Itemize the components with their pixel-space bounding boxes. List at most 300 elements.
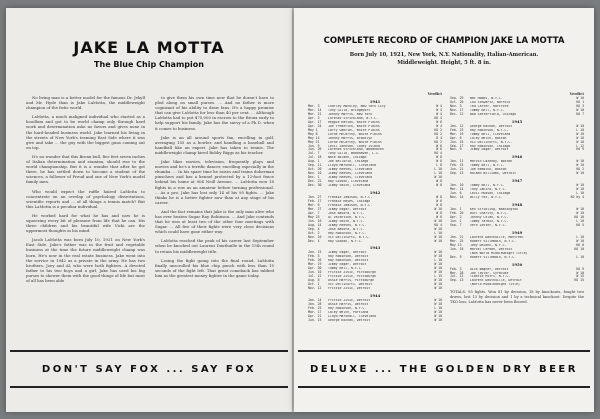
fight-verdict: W 10: [434, 266, 442, 271]
record-column: [308, 92, 442, 342]
fight-opponent: Marcel Cerdan, Detroit: [470, 247, 513, 251]
fight-verdict: W 6: [436, 147, 442, 152]
fight-verdict: W 10: [434, 226, 442, 231]
fight-verdict: W 10: [434, 175, 442, 180]
fight-date: Sep. 17: [450, 143, 464, 148]
fight-verdict: W 10: [576, 183, 584, 188]
fight-opponent: Fritzie Zivic, Pittsburgh: [328, 275, 376, 279]
fight-date: Jan. 11: [450, 159, 464, 164]
fight-opponent: Dick Wagner, Detroit: [470, 267, 509, 271]
fight-opponent: Ray Robinson, Detroit: [328, 259, 369, 263]
fight-date: Jun. 16: [308, 218, 322, 223]
fight-date: Feb. 23: [450, 127, 464, 132]
fight-date: Apr. 30: [308, 266, 322, 271]
fight-verdict: W 4: [436, 123, 442, 128]
fight-date: Nov. 3: [450, 103, 462, 108]
fight-date: Oct. 2: [308, 230, 320, 235]
fight-opponent: Lorenzo Strickland, Woodhaven: [328, 148, 384, 152]
article-subtitle: The Blue Chip Champion: [94, 60, 204, 69]
fight-row: [450, 256, 584, 260]
record-year-heading: 1941: [369, 99, 381, 104]
fight-opponent: Coley Welch, Boston: [470, 136, 507, 140]
fight-opponent: Laurent Dauthuille, Montreal: [470, 235, 524, 239]
fight-opponent: Tommy Bell, Cleveland: [470, 132, 511, 136]
fight-opponent: Jose Basora, N.Y.C.: [328, 227, 365, 231]
article-column-1: [26, 95, 145, 330]
fight-date: Mar. 19: [308, 262, 322, 267]
fight-verdict: W 10: [434, 301, 442, 306]
fight-opponent: Lou Schwartz, Norfolk: [470, 100, 511, 104]
fight-verdict: W 10: [434, 206, 442, 211]
fight-date: Feb. 17: [308, 198, 322, 203]
article-column-2: [155, 95, 274, 330]
fight-date: Sep. 13: [450, 171, 464, 176]
fight-opponent: (World Middleweight Title): [470, 283, 520, 287]
fight-opponent: Ossie Harris, Detroit: [328, 302, 369, 306]
fight-opponent: Cecil Johnson, Coney Island: [328, 144, 380, 148]
fight-opponent: Ray Robinson, Chicago: [470, 144, 511, 148]
fight-date: Jun. 10: [308, 270, 322, 275]
fight-opponent: Joe Reddick, Boston: [470, 168, 507, 172]
fight-verdict: KO 5: [576, 222, 584, 227]
fight-opponent: Ken Stribling, Washington: [470, 208, 518, 212]
fight-opponent: Tony Janiro, N.Y.C.: [470, 188, 507, 192]
fight-date: May 8: [308, 131, 318, 136]
fight-opponent: Vern Lester, N.Y.C.: [470, 223, 507, 227]
left-page: [6, 8, 292, 412]
fight-date: Jan. 28: [308, 301, 322, 306]
fight-opponent: Fritzie Zivic, Detroit: [328, 298, 371, 302]
record-year-heading: 1943: [369, 245, 381, 251]
fight-opponent: Tony Gillo, Woodhaven, L.I.: [328, 152, 380, 156]
fight-row: [450, 148, 584, 152]
record-column: [450, 92, 584, 342]
fight-opponent: Robert Villemain, N.Y.C.: [470, 255, 517, 259]
fight-date: Mar. 27: [308, 206, 322, 211]
fight-opponent: George Kochan, Detroit: [328, 318, 371, 322]
fight-date: Jun. 21: [450, 167, 464, 172]
fight-date: Dec. 1: [308, 175, 320, 180]
fight-date: Dec. 30: [308, 183, 322, 188]
fight-verdict: L 10: [576, 218, 584, 223]
record-totals: TOTALS: 95 fights. Won 81 by decision, 18 by knockouts, fought two draws, lost 13 by decision and 1 by a technical knockout. Despite the TKO loss, LaMotta has never been floored.: [450, 290, 584, 304]
fight-verdict: KO 2: [576, 167, 584, 172]
fight-opponent: Charley Mackley, New York City: [328, 105, 386, 108]
fight-date: [450, 283, 470, 287]
fight-verdict: W 6: [436, 198, 442, 203]
fight-opponent: Jose Basora, N.Y.C.: [328, 211, 365, 215]
fight-date: Aug. 1: [308, 159, 320, 164]
fight-opponent: Nat Hobbs, N.Y.C.: [470, 97, 503, 100]
fight-date: Jan. 14: [308, 297, 322, 302]
fight-date: Nov. 10: [308, 171, 322, 176]
fight-verdict: W 4: [436, 104, 442, 108]
fight-row: [308, 240, 442, 244]
fight-opponent: Jimmy Edgar, Detroit: [328, 207, 367, 211]
fight-verdict: KO 9: [576, 147, 584, 152]
fight-verdict: W 8: [436, 183, 442, 188]
fight-verdict: W 10: [576, 163, 584, 168]
fight-date: Jan. 10: [450, 183, 464, 188]
fight-opponent: Jimmy Reeves, Cleveland: [328, 176, 373, 180]
fight-date: Mar. 14: [450, 187, 464, 192]
fight-verdict: KO 2: [434, 139, 442, 144]
fight-date: Mar. 14: [308, 107, 322, 112]
fight-row: [450, 196, 584, 200]
record-year-heading: 1944: [369, 292, 381, 298]
article-body: [26, 95, 274, 330]
fight-opponent: Ray Robinson, N.Y.C.: [470, 128, 509, 132]
fight-date: May 13: [450, 242, 462, 247]
fight-date: Jan. 12: [450, 123, 464, 128]
record-year-heading: 1949: [511, 229, 523, 235]
fight-date: Apr. 2: [450, 214, 462, 219]
fight-date: Feb. 15: [450, 163, 464, 168]
fight-date: Mar. 25: [450, 238, 464, 243]
fight-verdict: L 10: [576, 191, 584, 196]
fight-verdict: W 10: [434, 254, 442, 259]
fight-date: Mar. 6: [308, 202, 320, 207]
verdict-header: Verdict: [569, 92, 584, 96]
fight-date: Aug. 6: [308, 278, 320, 283]
fox-ad-banner: DON'T SAY FOX ... SAY FOX: [10, 350, 288, 388]
fight-date: Apr. 17: [308, 119, 322, 124]
fight-verdict: KO 10: [574, 214, 584, 219]
fight-verdict: W 6: [436, 143, 442, 148]
article-paragraph: It's no wonder that this Bronx bull, five feet seven inches of Italian determination and stamina, should rise to the world championship. But it is a wonder that after he got there, he has settled down to become a student of the sciences, a follower of Freud and one of New York's model family men.: [26, 153, 145, 185]
height-line: Middleweight. Height, 5 ft. 8 in.: [397, 60, 491, 66]
fight-opponent: Ray Gibson, Cleveland: [328, 180, 369, 184]
fight-verdict: W 4: [436, 111, 442, 116]
fight-date: Sep. 4: [308, 226, 320, 231]
fight-date: Oct. 20: [450, 99, 464, 104]
deluxe-beer-ad-banner: DELUXE ... THE GOLDEN DRY BEER: [298, 350, 590, 388]
fight-opponent: Robert Villemain, N.Y.C.: [470, 239, 517, 243]
fight-opponent: Laurent Dauthuille, Detroit: [470, 279, 522, 283]
article-paragraph: Jake likes movies, television, frequently plays and movies and he's a terrific dancer, excelling especially in the rhumba. ... In his spare time he raises and trains doberman pinschers and has a kennel protected by a 12-foot fence behind his home at 904 Neill Avenue. ... LaMotta won 18 fights in a row as an amateur before turning professional. ... As a pro, Jake has lost only 14 of his 95 fights. ... Jake thinks he is a better fighter now than at any stage of his career.: [155, 159, 274, 205]
fight-opponent: Tiberio Mitri, N.Y.C.: [470, 275, 511, 279]
fight-opponent: Ted Carter, Hartford: [470, 104, 509, 108]
fight-verdict: W 10: [434, 262, 442, 267]
fight-verdict: W 4: [436, 107, 442, 112]
fight-verdict: L 10: [434, 305, 442, 310]
fight-opponent: Lorne McCarthy, White Plains: [328, 140, 382, 144]
fight-date: Nov. 10: [308, 234, 322, 239]
fight-opponent: (Won World Middleweight Title): [470, 251, 528, 255]
fight-opponent: Lloyd Marshall, Cleveland: [328, 314, 376, 318]
fight-date: Feb. 3: [450, 266, 462, 271]
fight-date: Dec. 22: [308, 179, 322, 184]
fight-opponent: Lloyd Marshall, Cleveland: [328, 164, 376, 168]
fight-verdict: W 10: [434, 297, 442, 302]
fight-verdict: W 10: [434, 250, 442, 255]
fight-opponent: Joey DeJohn, N.Y.C.: [470, 243, 507, 247]
fight-verdict: W 10: [434, 238, 442, 243]
fight-date: Jun. 5: [308, 143, 320, 148]
fight-verdict: KO 4: [434, 222, 442, 227]
fight-opponent: Tommy Bell, N.Y.C.: [328, 267, 363, 271]
fight-verdict: KO 15: [574, 278, 584, 283]
fight-verdict: W 10: [434, 313, 442, 318]
fight-verdict: L 10: [576, 234, 584, 239]
fight-row: [450, 113, 584, 117]
fight-opponent: Holman Williams, Detroit: [470, 172, 517, 176]
record-year-heading: 1942: [369, 190, 381, 196]
fight-verdict: W 6: [436, 119, 442, 124]
fight-date: Jun. 16: [450, 246, 464, 251]
fight-verdict: L 10: [434, 171, 442, 176]
fight-verdict: W 10: [434, 309, 442, 314]
fight-date: Apr. 3: [308, 115, 320, 120]
article-paragraph: He worked hard for what he has and now he is squeezing every bit of pleasure from life that he can. His three children and his beautiful wife Vicki are the uppermost thoughts in his mind.: [26, 212, 145, 234]
fight-date: Apr. 21: [308, 313, 322, 318]
fight-opponent: Tommy Yarosz, N.Y.C.: [470, 219, 509, 223]
fight-verdict: W 10: [576, 159, 584, 164]
fight-date: Sep. 11: [308, 163, 322, 168]
fight-date: Jun. 6: [450, 191, 462, 196]
fight-opponent: Jimmy Reeves, Cleveland: [328, 172, 373, 176]
fight-opponent: Vic Dellicurti, Detroit: [328, 283, 373, 287]
fight-verdict: W 8: [436, 159, 442, 164]
fight-opponent: Frankie Jamison, N.Y.C.: [328, 203, 373, 207]
record-year-heading: 1945: [511, 118, 523, 124]
fight-opponent: Al Valentine, N.Y.C.: [328, 215, 367, 219]
article-paragraph: Who would expect the ruffle haired LaMotta to concentrate on an overlap of psychology dissertations, scientific reports and ... of all things a tennis match? But this LaMotta is a peculiar individual.: [26, 188, 145, 209]
fight-date: Dec. 9: [450, 254, 462, 259]
fight-opponent: Fritzie Zivic, Detroit: [328, 287, 371, 291]
fight-date: Feb. 26: [308, 258, 322, 263]
fight-verdict: KO 7: [576, 111, 584, 116]
article-paragraph: LaMotta, a much maligned individual who started as a hoodlum and got to be world champ only through hard work and determination asks no favors and gives none in the hard-headed business world. Jake learned his living in the streets of New York's teeming East Side where it was give and take ... the guy with the biggest guns coming out on top.: [26, 114, 145, 150]
fight-verdict: KO 1: [576, 99, 584, 104]
fight-date: Apr. 7: [308, 210, 320, 215]
fight-date: Jun. 1: [450, 218, 462, 223]
article-title: JAKE LA MOTTA: [73, 38, 225, 57]
fight-verdict: W 10: [576, 187, 584, 192]
fight-verdict: W 10: [434, 270, 442, 275]
fight-verdict: L 10: [576, 127, 584, 132]
fight-date: Jul. 18: [308, 155, 322, 160]
fight-opponent: Lorenzo Strickland, N.Y.C.: [328, 116, 378, 120]
fight-date: Jan. 21: [450, 234, 464, 239]
fight-opponent: Jimmy Smith, Cleveland: [328, 184, 371, 188]
fight-opponent: Bob Satterfield, Chicago: [470, 112, 517, 116]
fight-date: Nov. 14: [450, 195, 464, 200]
record-year-heading: 1947: [511, 178, 523, 184]
article-paragraph: Jacob LaMotta was born July 10, 1921 on New York's East Side. Jake's father was in the fruit and vegetable business at the time the future middleweight champ was born. He's now in the real estate business. Jake went into the service in 1942 as a private in the army. He has two brothers, Joey and Al, who were both fighters. A devoted father to his two boys and a girl, Jake has used his big purses to shower them with the good things of life but most of all has been able: [26, 237, 145, 283]
fight-verdict: KO 2: [434, 131, 442, 136]
right-page: [294, 8, 594, 412]
fight-opponent: Cecil Hudson, Chicago: [470, 192, 511, 196]
fight-verdict: W 8: [436, 155, 442, 160]
fight-record: [308, 92, 584, 342]
fight-opponent: Vic Dellicurti, N.Y.C.: [328, 235, 371, 239]
article-paragraph: to give them his own time now that he doesn't have to plod along on small purses. ... And no father is more cognizant of his ability to draw fans. It's a happy promise that can give LaMotta for less than 40 per cent. ... Although LaMotta had to put $75,000 in escrow to the Bronx early to help support his family. Jake has the savvy of a Ph.D. when it comes to business.: [155, 95, 274, 131]
fight-date: Sep. 7: [450, 222, 462, 227]
fight-verdict: W 10: [434, 234, 442, 239]
fight-date: Dec. 4: [308, 238, 320, 243]
fight-date: Apr. 24: [308, 123, 322, 128]
fight-date: Jun. 15: [450, 139, 464, 144]
fight-verdict: L 15: [434, 274, 442, 279]
fight-date: Jul. 12: [450, 274, 464, 279]
fight-opponent: Larry Gabriel, White Plains: [328, 128, 380, 132]
fight-opponent: Fritzie Zivic, Pittsburgh: [328, 271, 376, 275]
fight-verdict: W 10: [434, 286, 442, 291]
fight-opponent: Jimmy Edgar, Detroit: [328, 251, 367, 255]
fight-opponent: Joe Taylor, Syracuse: [470, 271, 509, 275]
article-paragraph: No living man is a better model for the famous Dr. Jekyll and Mr. Hyde than is Jake LaMotta, the middleweight champion of the fistic world.: [26, 95, 145, 111]
fight-opponent: Jimmy Reeves, N.Y.C.: [328, 223, 367, 227]
fight-opponent: Lorne McCarthy, White Plains: [328, 132, 382, 136]
fight-opponent: Jimmy Edgar, Detroit: [328, 263, 367, 267]
fight-date: Aug. 14: [308, 222, 322, 227]
fight-verdict: KO 2: [434, 127, 442, 132]
fight-verdict: D 4: [436, 135, 442, 140]
fight-verdict: L 10: [576, 254, 584, 259]
fight-verdict: W 10: [576, 270, 584, 275]
fight-verdict: KO by 4: [570, 195, 584, 200]
fight-verdict: L 12: [576, 143, 584, 148]
fight-date: Sep. 29: [450, 96, 464, 100]
fight-verdict: W 10: [576, 135, 584, 140]
fight-opponent: Ray Robinson, N.Y.C.: [328, 306, 367, 310]
fight-opponent: Jimmy Reeves, Cleveland: [328, 168, 373, 172]
fight-verdict: W 15: [576, 274, 584, 279]
article-paragraph: Jake is an all around sports fan, excelling in golf, averaging 155 as a bowler, and handling a baseball and handball like an expert. Jake has taken to tennis. The middleweight champ hired Bobby Riggs as his teacher.: [155, 134, 274, 155]
fight-verdict: KO 4: [434, 151, 442, 156]
fight-verdict: KO 9: [576, 266, 584, 271]
fight-opponent: Coley Welch, Portland: [328, 310, 369, 314]
fight-opponent: Jimmy Edgar, Detroit: [470, 148, 509, 152]
record-year-heading: 1946: [511, 154, 523, 160]
fight-verdict: W 10: [576, 131, 584, 136]
fight-verdict: L 8: [436, 163, 442, 168]
fight-opponent: Johnny Morris, New York: [328, 112, 373, 116]
fight-opponent: Joe Bellorin, Chicago: [328, 160, 369, 164]
fight-date: Nov. 17: [450, 107, 464, 112]
fight-date: Apr. 6: [450, 135, 462, 140]
fight-opponent: Frankie Jamison, N.Y.C.: [328, 196, 373, 200]
fight-opponent: Ray Robinson, Detroit: [328, 255, 369, 259]
fight-verdict: W 10: [434, 278, 442, 283]
fight-date: Sep. 13: [450, 278, 464, 283]
fight-verdict: L 10: [434, 258, 442, 263]
fight-verdict: [570, 283, 584, 287]
fight-date: Jul. 7: [308, 151, 320, 156]
fight-verdict: W 10: [576, 238, 584, 243]
fight-verdict: W 10: [576, 107, 584, 112]
fight-date: Mar. 28: [450, 270, 464, 275]
fight-opponent: George Kochan, Detroit: [470, 124, 513, 128]
birth-info: [294, 51, 594, 67]
fight-row: [450, 172, 584, 176]
fight-verdict: W 8: [436, 179, 442, 184]
fight-opponent: Tommy Bell, N.Y.C.: [470, 108, 505, 112]
fight-verdict: W 10: [576, 211, 584, 216]
fight-verdict: KO 4: [434, 115, 442, 120]
fight-verdict: W 8: [436, 210, 442, 215]
record-year-heading: 1948: [511, 202, 523, 208]
fight-date: Oct. 20: [308, 167, 322, 172]
fight-date: Mar. 3: [308, 104, 320, 108]
article-paragraph: Losing the fight going into the final round, LaMotta finally unscrolled his blue chip punch with less than 15 seconds of the fight left. That great comeback has tabbed him as the greatest money fighter in the game today.: [155, 257, 274, 278]
fight-date: Feb. 5: [308, 254, 320, 259]
fight-date: Jul. 12: [308, 274, 322, 279]
fight-verdict: W 10: [576, 171, 584, 176]
fight-date: Feb. 20: [450, 211, 464, 216]
fight-date: Jan. 27: [308, 195, 322, 200]
fight-date: May 25: [308, 214, 320, 219]
fight-row: [308, 184, 442, 188]
fight-opponent: Burl Charity, N.Y.C.: [470, 212, 509, 216]
fight-row: [450, 283, 584, 287]
fight-date: Jun. 26: [308, 147, 322, 152]
fight-date: May 14: [308, 135, 320, 140]
fight-date: Jan. 1: [450, 207, 462, 212]
record-title: COMPLETE RECORD OF CHAMPION JAKE LA MOTTA: [323, 36, 565, 46]
fight-date: Dec. 12: [450, 111, 464, 116]
fight-opponent: Vic Dellicurti, N.Y.C.: [470, 140, 513, 144]
fight-opponent: Johnny Colan, N.Y.C.: [470, 215, 509, 219]
fight-verdict: W 10: [434, 218, 442, 223]
fight-verdict: W 10: [576, 139, 584, 144]
fight-opponent: Frankie Hayes, Chicago: [328, 199, 371, 203]
fight-opponent: Joe Frederick, White Plains: [328, 124, 380, 128]
fight-date: Mar. 19: [450, 131, 464, 136]
fight-verdict: W 10: [576, 123, 584, 128]
fight-opponent: Billy Fox, N.Y.C.: [470, 196, 503, 200]
fight-verdict: W 10: [434, 317, 442, 322]
fight-row: [308, 319, 442, 323]
fight-date: Mar. 17: [308, 309, 322, 314]
fight-verdict: W 8: [436, 202, 442, 207]
fight-verdict: KO 10: [574, 246, 584, 251]
fight-verdict: W 8: [436, 195, 442, 200]
fight-opponent: Ray Gibson, N.Y.C.: [328, 239, 363, 243]
fight-verdict: W 10: [434, 282, 442, 287]
fight-opponent: Tony Gillo, Bridgeport: [328, 108, 371, 112]
fight-verdict: L 10: [434, 230, 442, 235]
article-paragraph: LaMotta reached the peak of his career last September when he knocked out Laurent Dauthuille in the 15th round to retain his middleweight title.: [155, 238, 274, 254]
fight-verdict: L 10: [434, 167, 442, 172]
fight-opponent: Tommy Bell, N.Y.C.: [470, 184, 505, 188]
fight-verdict: W 10: [576, 207, 584, 212]
fight-row: [450, 224, 584, 228]
fight-date: Jan. 15: [308, 250, 322, 255]
fight-date: Oct. 1: [308, 282, 320, 287]
fight-row: [308, 287, 442, 291]
record-year-heading: 1950: [511, 261, 523, 267]
fight-opponent: Reggie Hatton, White Plains: [328, 120, 380, 124]
fight-opponent: Marvin Lazenby, Boston: [470, 160, 513, 164]
birth-line: Born July 10, 1921, New York, N.Y. Nationality, Italian-American.: [349, 52, 539, 58]
fight-verdict: W 10: [576, 96, 584, 100]
fight-verdict: KO 8: [576, 242, 584, 247]
fight-date: Nov. 12: [308, 286, 322, 291]
fight-date: Mar. 21: [308, 111, 322, 116]
fight-opponent: Nate Bolden, Chicago: [328, 156, 367, 160]
verdict-header: Verdict: [427, 92, 442, 96]
fight-opponent: Jimmy Smith, N.Y.C.: [328, 219, 365, 223]
fight-date: Jun. 15: [308, 317, 322, 322]
fight-date: Feb. 25: [308, 305, 322, 310]
fight-date: May 1: [308, 127, 318, 132]
fight-date: May 21: [308, 139, 320, 144]
fight-opponent: Johnny Morris, Brooklyn: [328, 136, 373, 140]
fight-opponent: Ossie Harris, Pittsburgh: [328, 279, 375, 283]
fight-opponent: Ray Robinson, N.Y.C.: [328, 231, 367, 235]
